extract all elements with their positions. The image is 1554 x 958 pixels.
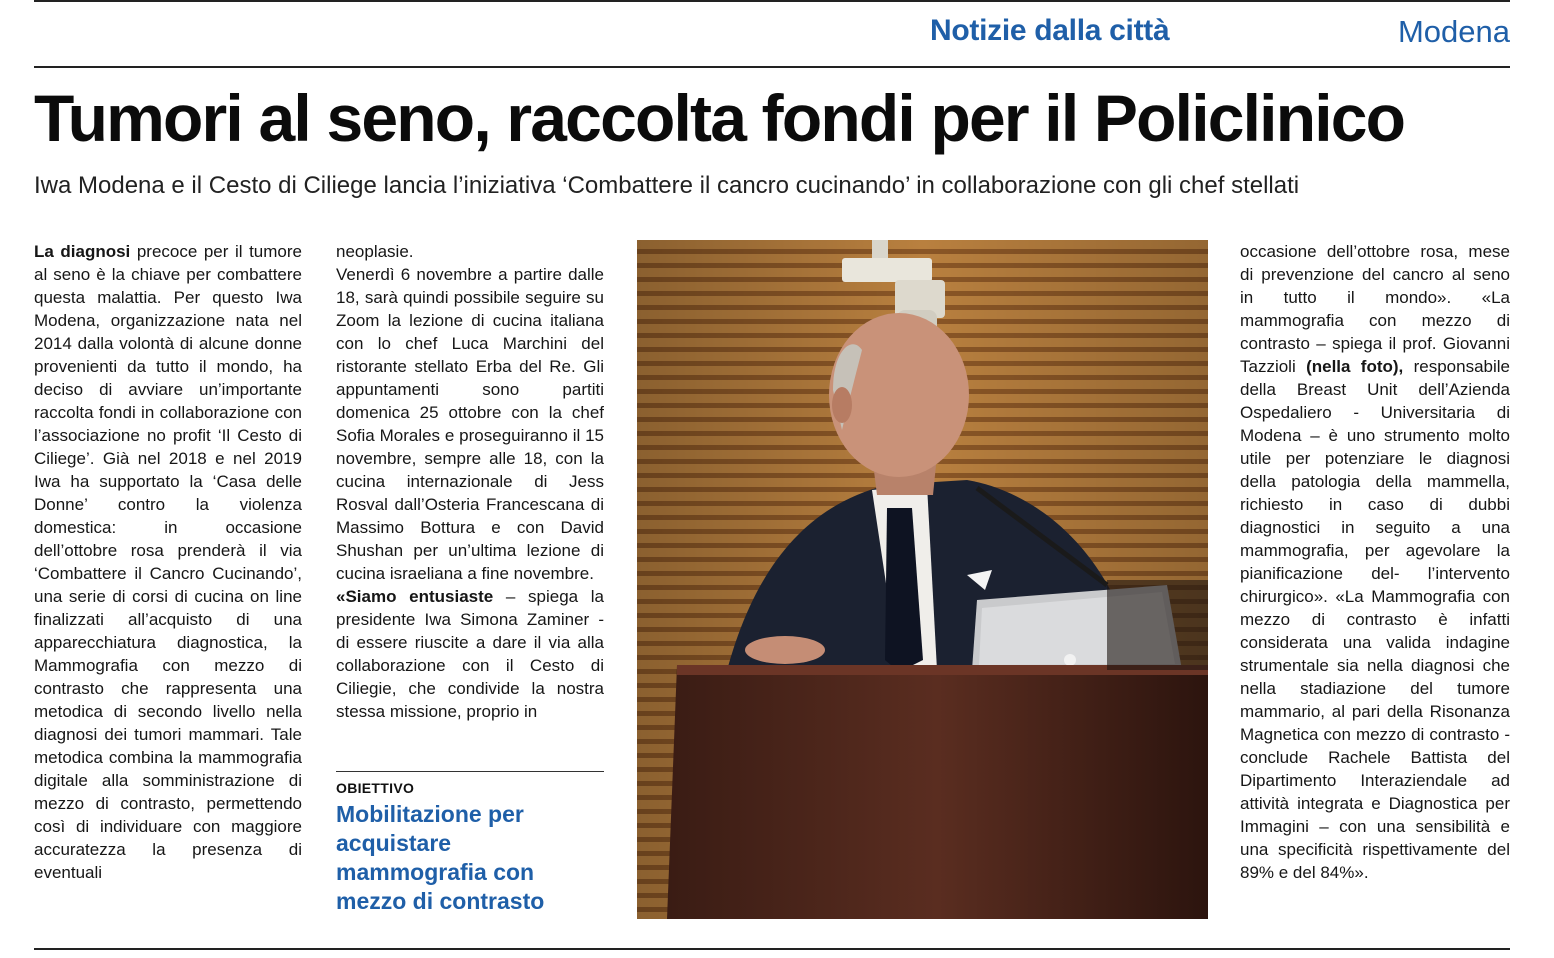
- header-divider: [34, 66, 1510, 68]
- headline: Tumori al seno, raccolta fondi per il Policlinico: [34, 81, 1405, 155]
- bottom-border: [34, 948, 1510, 950]
- subheadline: Iwa Modena e il Cesto di Ciliege lancia l’iniziativa ‘Combattere il cancro cucinando’ in collaborazione con gli chef stellati: [34, 172, 1300, 199]
- section-title: Notizie dalla città: [930, 14, 1170, 47]
- article-column-2: [336, 240, 604, 723]
- column-3-text-1: occasione dell’ottobre rosa, mese di prevenzione del cancro al seno in tutto il mondo». «La mammografia con mezzo di contrasto – spiega il prof. Giovanni Tazzioli: [1240, 242, 1510, 376]
- box-title: Mobilitazione per acquistare mammografia con mezzo di contrasto: [336, 801, 545, 914]
- podium: [667, 665, 1208, 919]
- box-kicker: OBIETTIVO: [336, 780, 415, 796]
- city-label: Modena: [1397, 14, 1510, 49]
- lead-bold: La diagnosi: [34, 242, 131, 261]
- top-border: [34, 0, 1510, 2]
- column-3-paragraph: [1240, 240, 1510, 884]
- column-3-text-2: responsabile della Breast Unit dell’Azienda Ospedaliero - Universitaria di Modena – è uno strumento molto utile per potenziare le diagnosi della patologia della mammella, richiesto in caso di dubbi diagnostici in seguito a una mammografia, per agevolare la pianificazione del- l’intervento chirurgico». «La Mammografia con mezzo di contrasto è infatti considerata una valida indagine strumentale sia nella diagnosi che nella stadiazione del tumore mammario, al pari della Risonanza Magnetica con mezzo di contrasto - conclude Rachele Battista del Dipartimento Interaziendale ad attività integrata e Diagnostica per Immagini – con una sensibilità e una specificità rispettivamente del 89% e del 84%».: [1240, 357, 1510, 882]
- column-2-paragraph-1: neoplasie.: [336, 242, 414, 261]
- article-photo: [637, 240, 1208, 919]
- column-1-paragraph: [34, 240, 302, 884]
- column-2-paragraph-3: [336, 585, 604, 723]
- speaker-photo: [637, 240, 1208, 919]
- photo-reference: (nella foto),: [1306, 357, 1404, 376]
- quote-bold: «Siamo entusiaste: [336, 587, 494, 606]
- highlight-box: [336, 771, 604, 916]
- article-column-1: [34, 240, 302, 884]
- article-column-3: [1240, 240, 1510, 884]
- column-2-quote-text: – spiega la presidente Iwa Simona Zaminer - di essere riuscite a dare il via alla collaborazione con il Cesto di Ciliegie, che condivide la nostra stessa missione, proprio in: [336, 587, 605, 721]
- column-2-paragraph-2: Venerdì 6 novembre a partire dalle 18, sarà quindi possibile seguire su Zoom la lezione di cucina italiana con lo chef Luca Marchini del ristorante stellato Erba del Re. Gli appuntamenti sono partiti domenica 25 ottobre con la chef Sofia Morales e proseguiranno il 15 novembre, sempre alle 18, con la cucina internazionale di Jess Rosval dall’Osteria Francescana di Massimo Bottura e con David Shushan per un’ultima lezione di cucina israeliana a fine novembre.: [336, 265, 604, 583]
- column-1-text: precoce per il tumore al seno è la chiave per combattere questa malattia. Per questo Iwa Modena, organizzazione nata nel 2014 dalla volontà di alcune donne provenienti da tutto il mondo, ha deciso di avviare un’importante raccolta fondi in collaborazione con l’associazione no profit ‘Il Cesto di Ciliege’. Già nel 2018 e nel 2019 Iwa ha supportato la ‘Casa delle Donne’ contro la violenza domestica: in occasione dell’ottobre rosa prenderà il via ‘Combattere il Cancro Cucinando’, una serie di corsi di cucina on line finalizzati all’acquisto di una apparecchiatura diagnostica, la Mammografia con mezzo di contrasto che rappresenta una metodica di secondo livello nella diagnosi dei tumori mammari. Tale metodica combina la mammografia digitale alla somministrazione di mezzo di contrasto, permettendo così di individuare con maggiore accuratezza la presenza di eventuali: [34, 242, 302, 882]
